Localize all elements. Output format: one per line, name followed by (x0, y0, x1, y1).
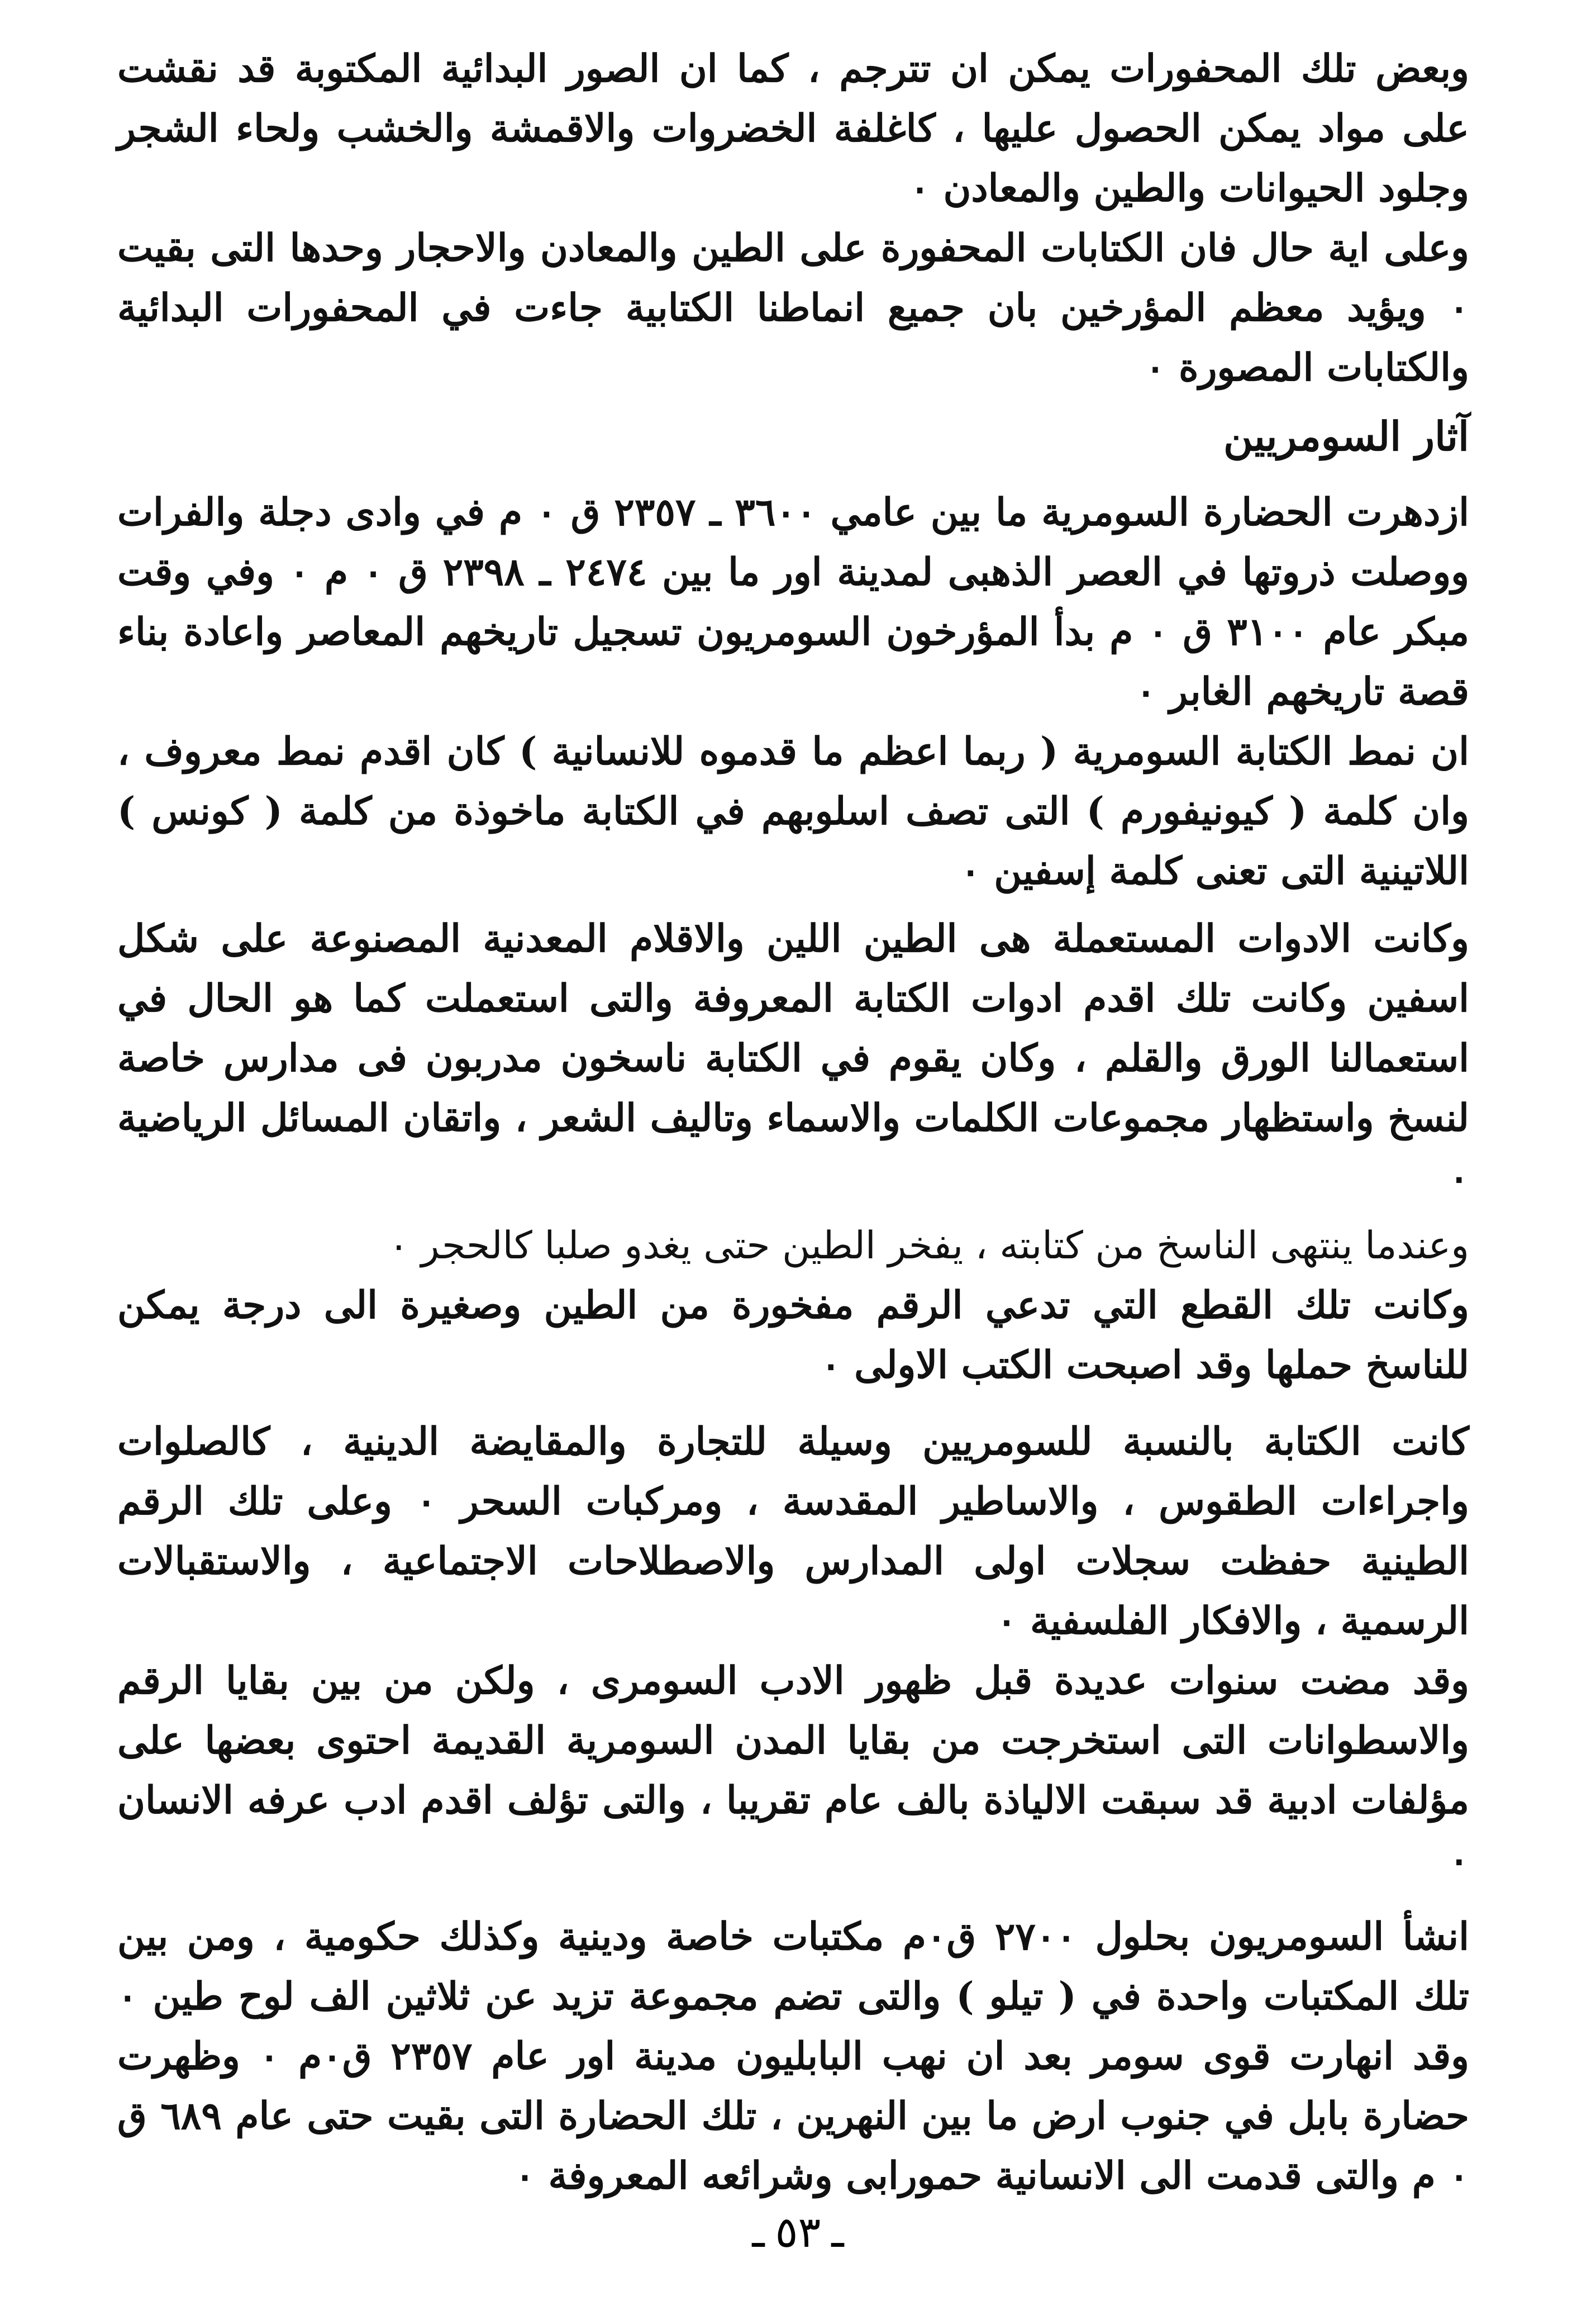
paragraph-libraries: انشأ السومريون بحلول ٢٧٠٠ ق٠م مكتبات خاصة ودينية وكذلك حكومية ، ومن بين تلك المكتبات واحدة في ( تيلو ) والتى تضم مجموعة تزيد عن ثلاثين الف لوح طين ٠ وقد انهارت قوى سومر بعد ان نهب البابليون مدينة اور عام ٢٣٥٧ ق٠م ٠ وظهرت حضارة بابل في جنوب ارض ما بين النهرين ، تلك الحضارة التى بقيت حتى عام ٦٨٩ ق ٠ م والتى قدمت الى الانسانية حمورابى وشرائعه المعروفة ٠ (117, 1914, 1470, 2198)
document-page (117, 39, 1469, 2297)
paragraph-cuneiform: ان نمط الكتابة السومرية ( ربما اعظم ما قدموه للانسانية ) كان اقدم نمط معروف ، وان كلمة ( كيونيفورم ) التى تصف اسلوبهم في الكتابة ماخوذة من كلمة ( كونس ) اللاتينية التى تعنى كلمة إسفين ٠ (117, 729, 1469, 893)
paragraph-carvings: وبعض تلك المحفورات يمكن ان تترجم ، كما ان الصور البدائية المكتوبة قد نقشت على مواد يمكن الحصول عليها ، كاغلفة الخضروات والاقمشة والخشب ولحاء الشجر وجلود الحيوانات والطين والمعادن ٠ (117, 46, 1469, 211)
page-number: ـ ٥٣ ـ (752, 2209, 844, 2256)
paragraph-sumerian-literature: وقد مضت سنوات عديدة قبل ظهور الادب السومرى ، ولكن من بين بقايا الرقم والاسطوانات التى استخرجت من بقايا المدن السومرية القديمة احتوى بعضها على مؤلفات ادبية قد سبقت الالياذة بالف عام تقريبا ، والتى تؤلف اقدم ادب عرفه الانسان ٠ (117, 1658, 1469, 1882)
paragraph-baking-clay: وعندما ينتهى الناسخ من كتابته ، يفخر الطين حتى يغدو صلبا كالحجر ٠ (388, 1224, 1469, 1268)
paragraph-clay-tablets: وكانت تلك القطع التي تدعي الرقم مفخورة من الطين وصغيرة الى درجة يمكن للناسخ حملها وقد اصبحت الكتب الاولى ٠ (117, 1283, 1469, 1387)
paragraph-surviving-writings: وعلى اية حال فان الكتابات المحفورة على الطين والمعادن والاحجار وحدها التى بقيت ٠ ويؤيد معظم المؤرخين بان جميع انماطنا الكتابية جاءت في المحفورات البدائية والكتابات المصورة ٠ (117, 226, 1469, 390)
section-heading: آثار السومريين (1223, 412, 1469, 460)
paragraph-sumerian-civilization: ازدهرت الحضارة السومرية ما بين عامي ٣٦٠٠ ـ ٢٣٥٧ ق ٠ م في وادى دجلة والفرات ووصلت ذروتها في العصر الذهبى لمدينة اور ما بين ٢٤٧٤ ـ ٢٣٩٨ ق ٠ م ٠ وفي وقت مبكر عام ٣١٠٠ ق ٠ م بدأ المؤرخون السومريون تسجيل تاريخهم المعاصر واعادة بناء قصة تاريخهم الغابر ٠ (117, 490, 1470, 714)
paragraph-writing-purpose: كانت الكتابة بالنسبة للسومريين وسيلة للتجارة والمقايضة الدينية ، كالصلوات واجراءات الطقوس ، والاساطير المقدسة ، ومركبات السحر ٠ وعلى تلك الرقم الطينية حفظت سجلات اولى المدارس والاصطلاحات الاجتماعية ، والاستقبالات الرسمية ، والافكار الفلسفية ٠ (117, 1419, 1469, 1643)
paragraph-writing-tools: وكانت الادوات المستعملة هى الطين اللين والاقلام المعدنية المصنوعة على شكل اسفين وكانت تلك اقدم ادوات الكتابة المعروفة والتى استعملت كما هو الحال في استعمالنا الورق والقلم ، وكان يقوم في الكتابة ناسخون مدربون فى مدارس خاصة لنسخ واستظهار مجموعات الكلمات والاسماء وتاليف الشعر ، واتقان المسائل الرياضية ٠ (117, 916, 1470, 1200)
